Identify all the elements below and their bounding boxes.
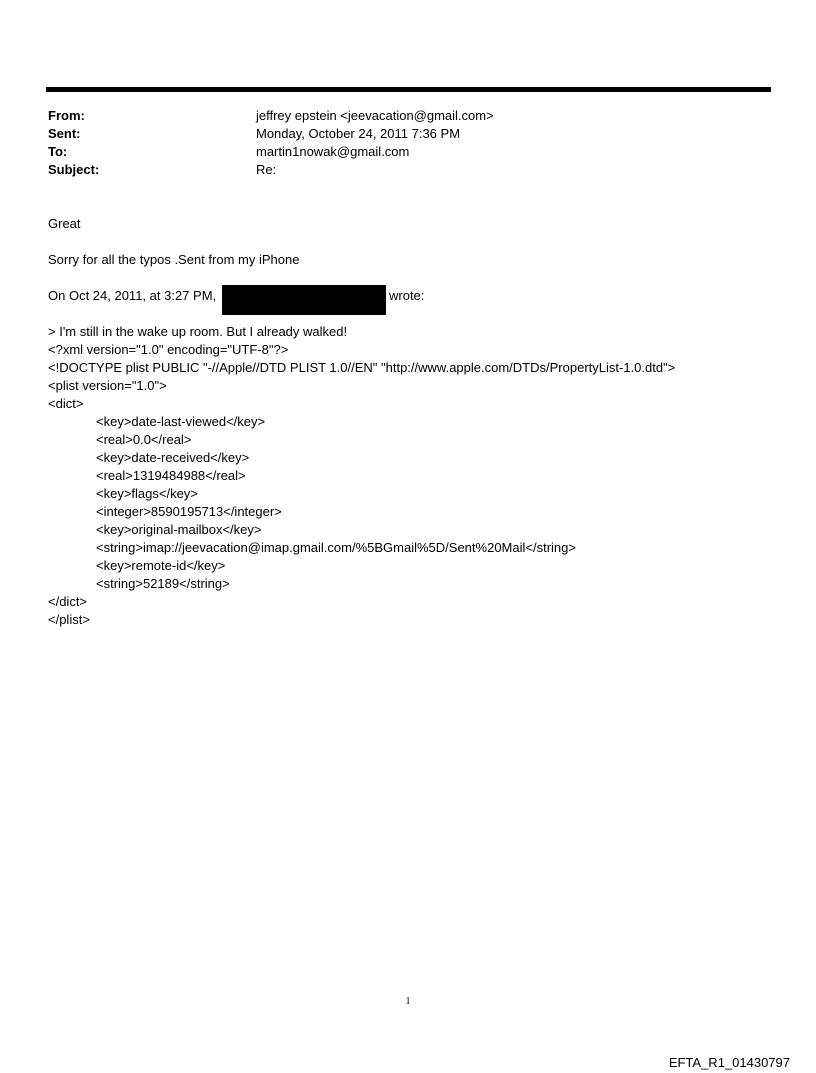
quote-intro-before: On Oct 24, 2011, at 3:27 PM,	[48, 288, 217, 303]
plist-block	[48, 341, 675, 629]
sent-label: Sent:	[48, 126, 81, 141]
sent-row	[48, 125, 748, 143]
signature-text: Sorry for all the typos .Sent from my iPhone	[48, 252, 300, 267]
subject-value: Re:	[256, 162, 277, 177]
plist-line: <key>original-mailbox</key>	[96, 522, 262, 537]
subject-row	[48, 161, 748, 179]
plist-line: </dict>	[48, 594, 88, 609]
greeting-text: Great	[48, 216, 81, 231]
plist-line: <real>1319484988</real>	[96, 468, 246, 483]
plist-line: <key>date-last-viewed</key>	[96, 414, 266, 429]
plist-line: <key>date-received</key>	[96, 450, 250, 465]
bates-number: EFTA_R1_01430797	[668, 1055, 790, 1070]
from-row	[48, 107, 748, 125]
redaction-block	[222, 285, 386, 315]
plist-line: </plist>	[48, 612, 90, 627]
plist-line: <string>imap://jeevacation@imap.gmail.com/%5BGmail%5D/Sent%20Mail</string>	[96, 540, 576, 555]
plist-line: <key>remote-id</key>	[96, 558, 226, 573]
plist-line: <plist version="1.0">	[48, 378, 167, 393]
to-label: To:	[48, 144, 68, 159]
page-number: 1	[405, 996, 411, 1007]
plist-line: <!DOCTYPE plist PUBLIC "-//Apple//DTD PLIST 1.0//EN" "http://www.apple.com/DTDs/PropertyList-1.0.dtd">	[48, 360, 676, 375]
subject-label: Subject:	[48, 162, 100, 177]
email-header	[48, 107, 748, 179]
plist-line: <integer>8590195713</integer>	[96, 504, 282, 519]
header-divider	[46, 87, 771, 92]
quoted-message: > I'm still in the wake up room. But I already walked!	[48, 324, 348, 339]
to-value: martin1nowak@gmail.com	[256, 144, 410, 159]
quoted-content	[48, 323, 675, 629]
plist-line: <string>52189</string>	[96, 576, 230, 591]
from-label: From:	[48, 108, 85, 123]
plist-line: <dict>	[48, 396, 84, 411]
plist-line: <key>flags</key>	[96, 486, 198, 501]
quote-intro-after: wrote:	[389, 288, 425, 303]
from-value: jeffrey epstein <jeevacation@gmail.com>	[256, 108, 494, 123]
plist-line: <?xml version="1.0" encoding="UTF-8"?>	[48, 342, 289, 357]
sent-value: Monday, October 24, 2011 7:36 PM	[256, 126, 461, 141]
to-row	[48, 143, 748, 161]
plist-line: <real>0.0</real>	[96, 432, 192, 447]
